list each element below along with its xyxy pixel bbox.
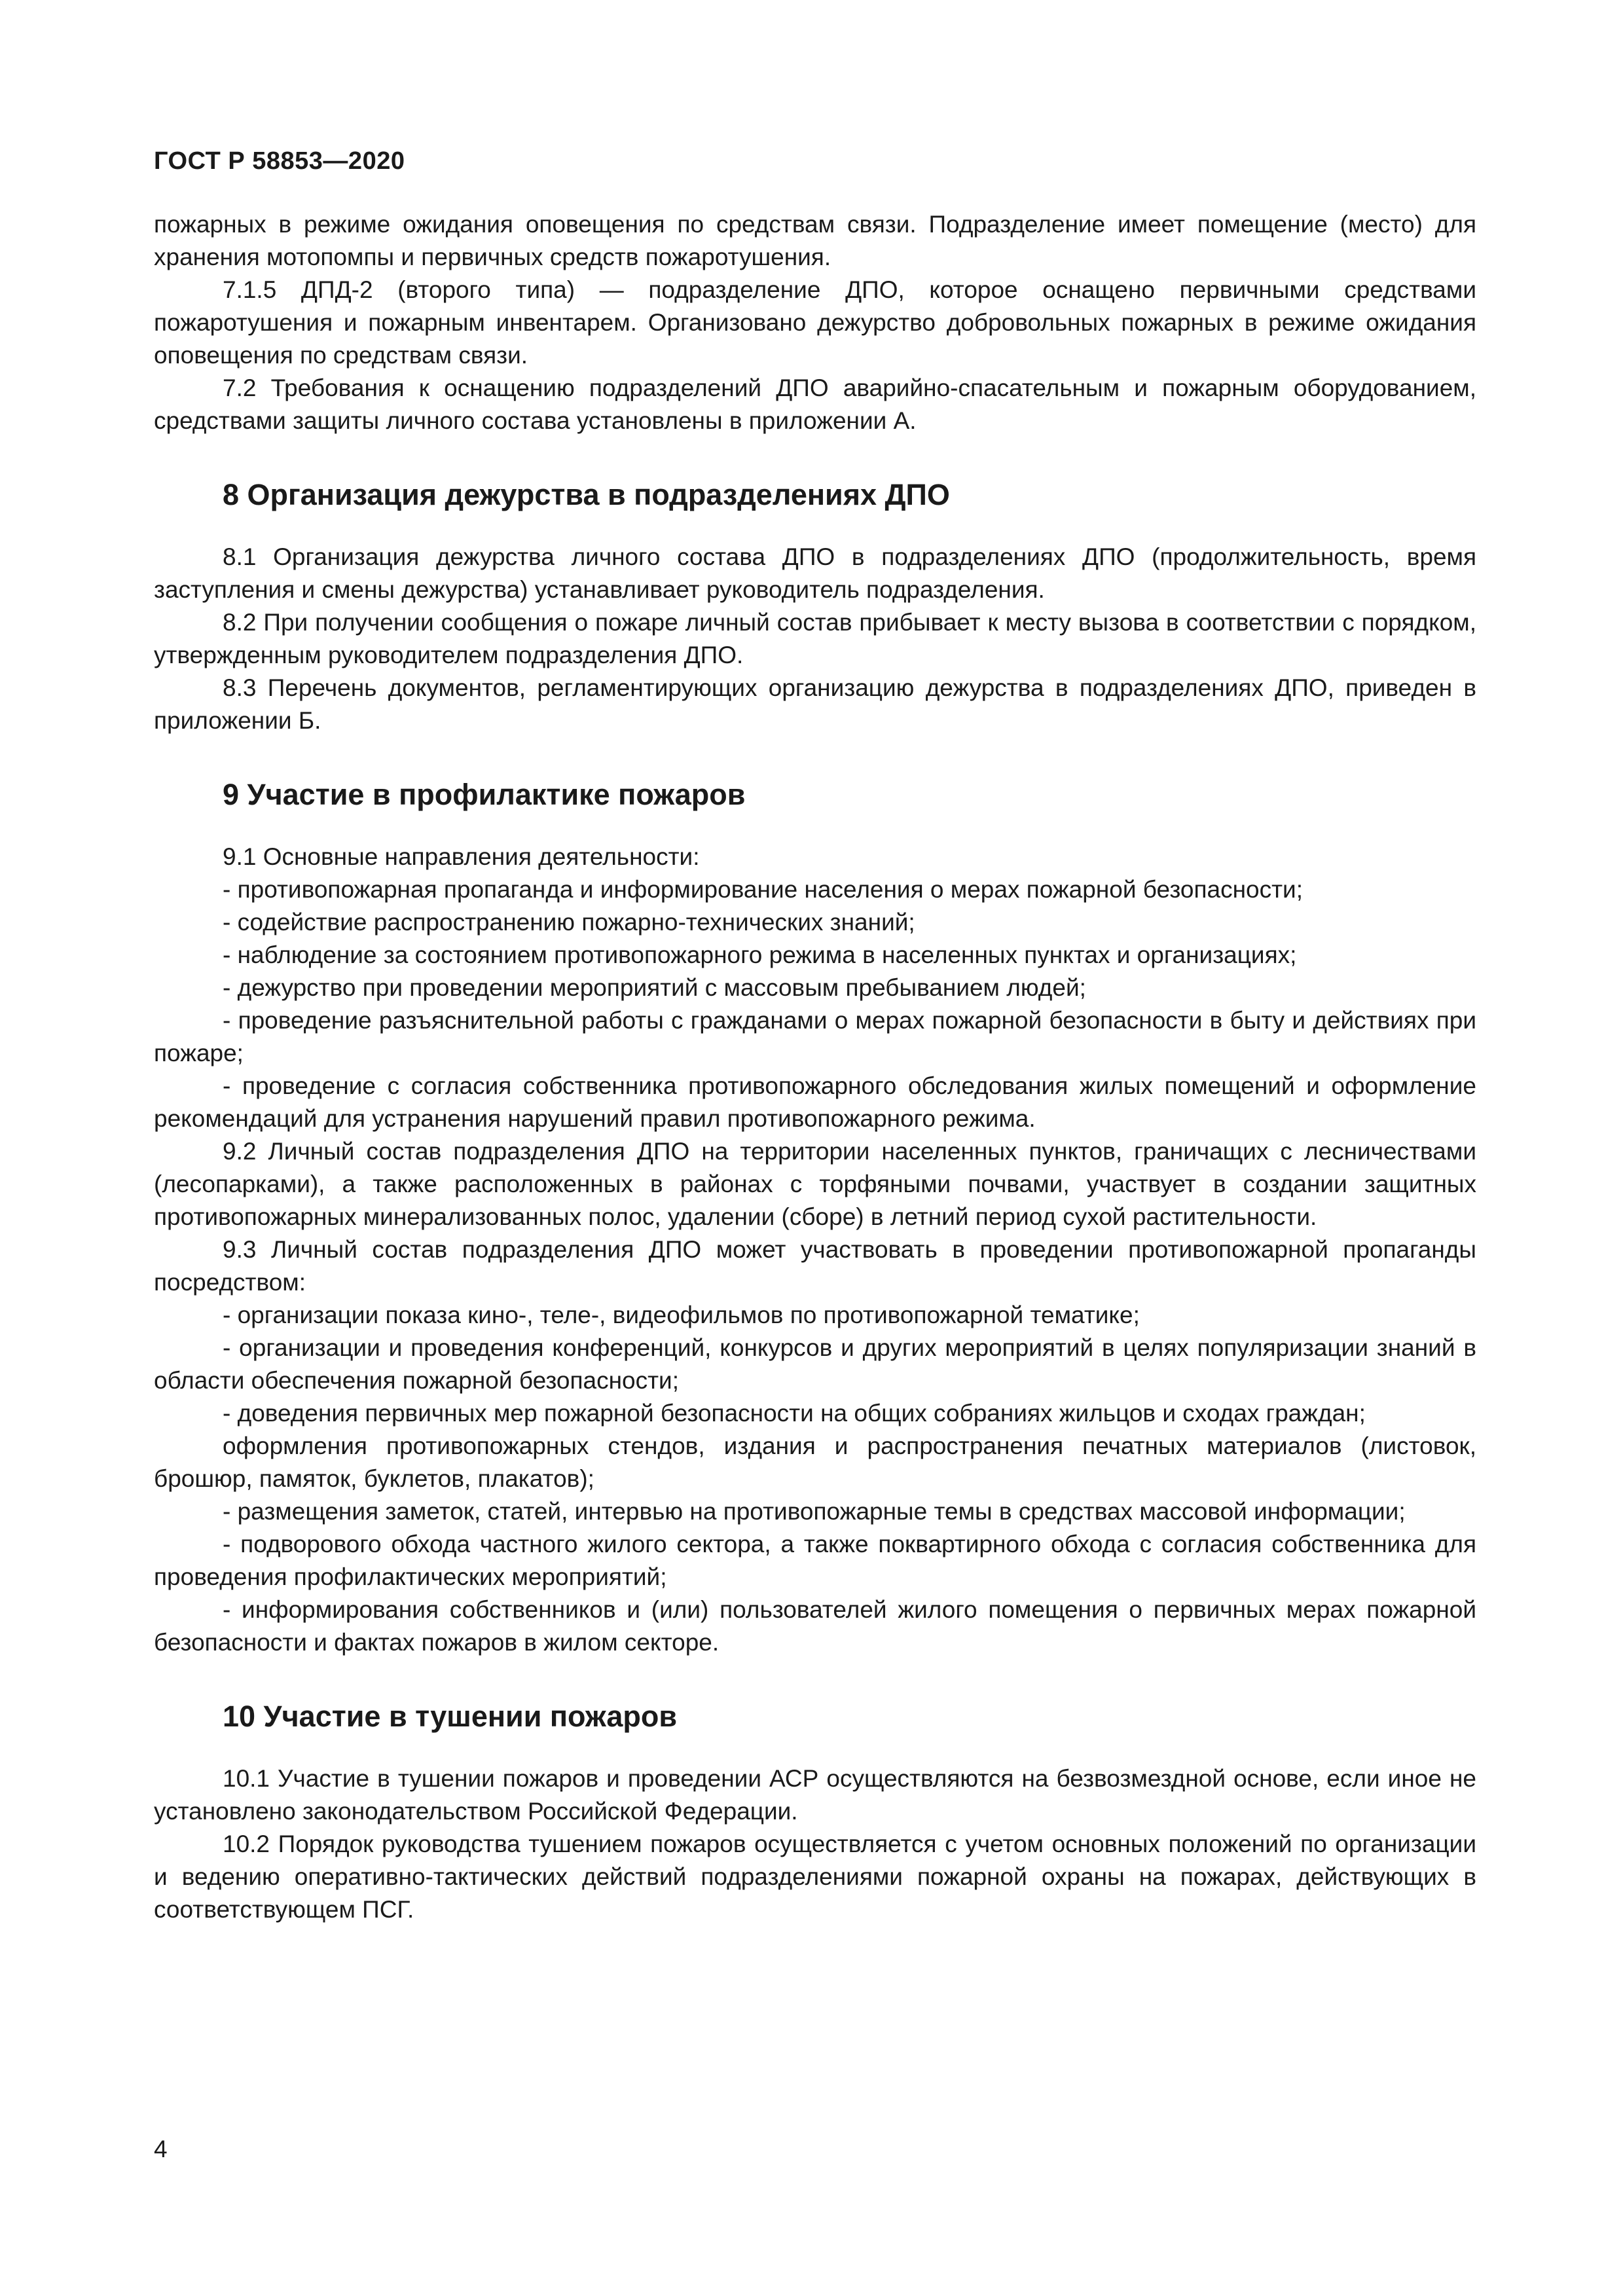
list-item: - проведение разъяснительной работы с гражданами о мерах пожарной безопасности в быту и действиях при пожаре; bbox=[154, 1007, 1476, 1066]
paragraph: 7.1.5 ДПД-2 (второго типа) — подразделение ДПО, которое оснащено первичными средствами пожаротушения и пожарным инвентарем. Организовано дежурство добровольных пожарных в режиме ожидания оповещения по средствам связи. bbox=[154, 276, 1476, 369]
section-9 bbox=[154, 776, 1476, 1659]
section-title: 8 Организация дежурства в подразделениях ДПО bbox=[223, 478, 950, 511]
section-title: 10 Участие в тушении пожаров bbox=[223, 1700, 678, 1733]
paragraph: 9.3 Личный состав подразделения ДПО может участвовать в проведении противопожарной пропаганды посредством: bbox=[154, 1236, 1476, 1296]
section-10 bbox=[154, 1698, 1476, 1926]
paragraph: 9.1 Основные направления деятельности: bbox=[223, 843, 700, 870]
list-item: - организации показа кино-, теле-, видеофильмов по противопожарной тематике; bbox=[223, 1302, 1140, 1328]
list-item: - наблюдение за состоянием противопожарного режима в населенных пунктах и организациях; bbox=[223, 941, 1297, 968]
list-item: оформления противопожарных стендов, издания и распространения печатных материалов (листовок, брошюр, памяток, буклетов, плакатов); bbox=[154, 1432, 1476, 1492]
paragraph: 10.1 Участие в тушении пожаров и проведении АСР осуществляются на безвозмездной основе, если иное не установлено законодательством Российской Федерации. bbox=[154, 1765, 1476, 1825]
paragraph: 8.3 Перечень документов, регламентирующих организацию дежурства в подразделениях ДПО, приведен в приложении Б. bbox=[154, 674, 1476, 734]
list-item: - подворового обхода частного жилого сектора, а также поквартирного обхода с согласия собственника для проведения профилактических мероприятий; bbox=[154, 1531, 1476, 1590]
list-item: - информирования собственников и (или) пользователей жилого помещения о первичных мерах пожарной безопасности и фактах пожаров в жилом секторе. bbox=[154, 1596, 1476, 1656]
document-code: ГОСТ Р 58853—2020 bbox=[154, 147, 405, 175]
list-item: - противопожарная пропаганда и информирование населения о мерах пожарной безопасности; bbox=[223, 876, 1303, 903]
paragraph: 9.2 Личный состав подразделения ДПО на территории населенных пунктов, граничащих с лесничествами (лесопарками), а также расположенных в районах с торфяными почвами, участвует в создании защитных противопожарных минерализованных полос, удалении (сборе) в летний период сухой растительности. bbox=[154, 1138, 1476, 1230]
list-item: - организации и проведения конференций, конкурсов и других мероприятий в целях популяризации знаний в области обеспечения пожарной безопасности; bbox=[154, 1334, 1476, 1394]
section-8 bbox=[154, 477, 1476, 737]
list-item: - дежурство при проведении мероприятий с массовым пребыванием людей; bbox=[223, 974, 1086, 1001]
document-page bbox=[154, 147, 1476, 1926]
list-item: - размещения заметок, статей, интервью на противопожарные темы в средствах массовой информации; bbox=[223, 1498, 1406, 1525]
list-item: - проведение с согласия собственника противопожарного обследования жилых помещений и оформление рекомендаций для устранения нарушений правил противопожарного режима. bbox=[154, 1072, 1476, 1132]
section-title: 9 Участие в профилактике пожаров bbox=[223, 778, 746, 811]
list-item: - доведения первичных мер пожарной безопасности на общих собраниях жильцов и сходах граждан; bbox=[223, 1400, 1366, 1427]
page-number: 4 bbox=[154, 2136, 168, 2162]
list-item: - содействие распространению пожарно-технических знаний; bbox=[223, 909, 915, 936]
paragraph: 10.2 Порядок руководства тушением пожаров осуществляется с учетом основных положений по организации и ведению оперативно-тактических действий подразделениями пожарной охраны на пожарах, действующих в соответствующем ПСГ. bbox=[154, 1831, 1476, 1923]
paragraph: 8.1 Организация дежурства личного состава ДПО в подразделениях ДПО (продолжительность, время заступления и смены дежурства) устанавливает руководитель подразделения. bbox=[154, 543, 1476, 603]
paragraph: 7.2 Требования к оснащению подразделений ДПО аварийно-спасательным и пожарным оборудованием, средствами защиты личного состава установлены в приложении А. bbox=[154, 374, 1476, 434]
paragraph: пожарных в режиме ожидания оповещения по средствам связи. Подразделение имеет помещение (место) для хранения мотопомпы и первичных средств пожаротушения. bbox=[154, 211, 1476, 270]
intro-block bbox=[154, 208, 1476, 437]
paragraph: 8.2 При получении сообщения о пожаре личный состав прибывает к месту вызова в соответствии с порядком, утвержденным руководителем подразделения ДПО. bbox=[154, 609, 1476, 668]
